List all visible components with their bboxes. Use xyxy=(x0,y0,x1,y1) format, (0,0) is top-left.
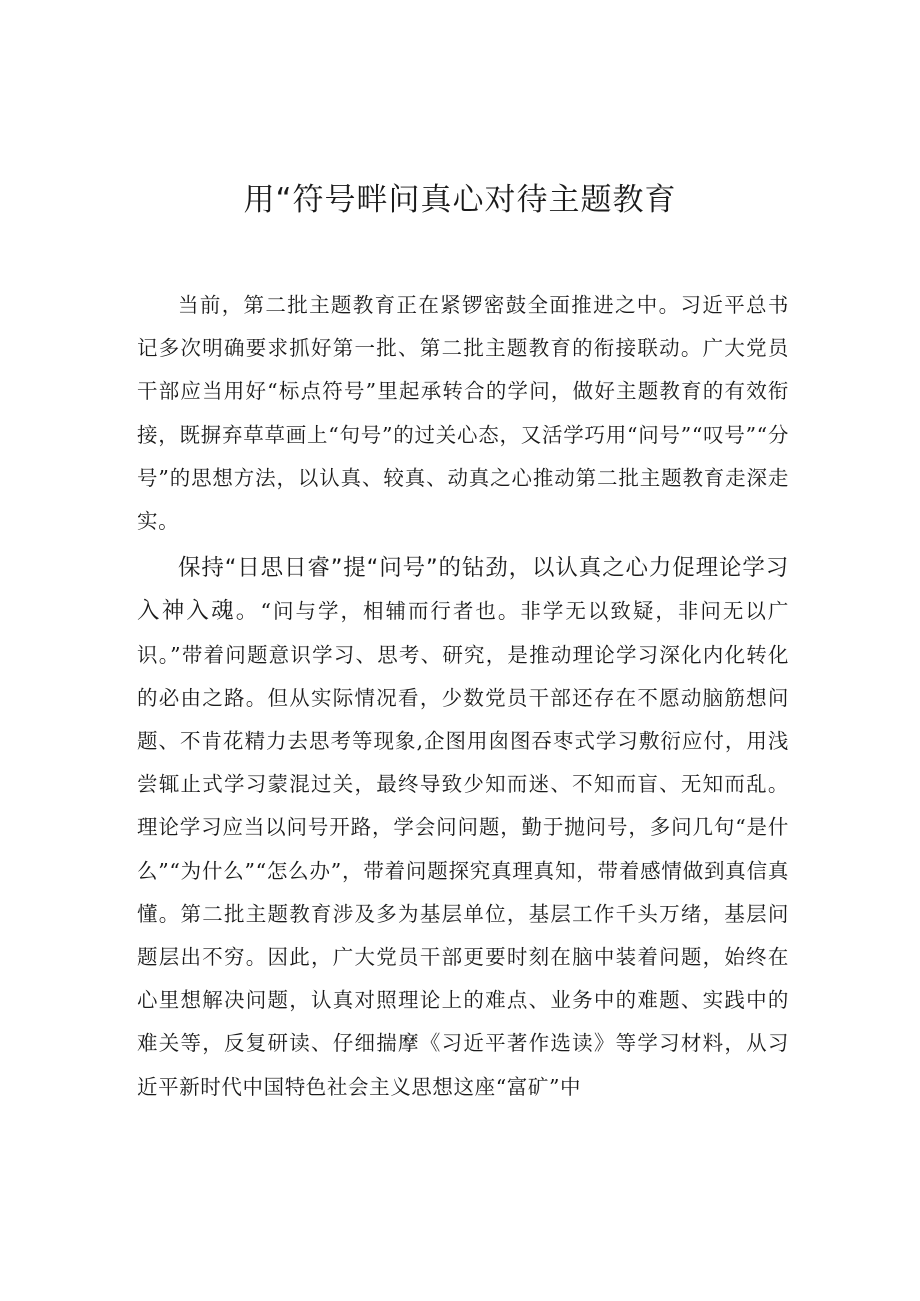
paragraph-question-mark xyxy=(137,547,789,1109)
paragraph-intro: 当前，第二批主题教育正在紧锣密鼓全面推进之中。习近平总书记多次明确要求抓好第一批、第二批主题教育的衔接联动。广大党员干部应当用好“标点符号”里起承转合的学问，做好主题教育的有效衔接，既摒弃草草画上“句号”的过关心态，又活学巧用“问号”“叹号”“分号”的思想方法，以认真、较真、动真之心推动第二批主题教育走深走实。 xyxy=(137,293,789,534)
document-body xyxy=(137,284,789,1109)
document-title: 用“符号畔问真心对待主题教育 xyxy=(243,182,677,218)
paragraph-body-text: “问与学，相辅而行者也。非学无以致疑，非问无以广识。”带着问题意识学习、思考、研究，是推动理论学习深化内化转化的必由之路。但从实际情况看，少数党员干部还存在不愿动脑筋想问题、不肯花精力去思考等现象,企图用囱图吞枣式学习敷衍应付，用浅尝辄止式学习蒙混过关，最终导致少知而迷、不知而盲、无知而乱。理论学习应当以问号开路，学会问问题，勤于抛问号，多问几句“是什么”“为什么”“怎么办”，带着问题探究真理真知，带着感情做到真信真懂。第二批主题教育涉及多为基层单位，基层工作千头万绪，基层问题层出不穷。因此，广大党员干部更要时刻在脑中装着问题，始终在心里想解决问题，认真对照理论上的难点、业务中的难题、实践中的难关等，反复研读、仔细揣摩《习近平著作选读》等学习材料，从习近平新时代中国特色社会主义思想这座“富矿”中 xyxy=(137,599,789,1099)
paragraph-lead-sentence: 保持“日思日睿”提“问号”的钻劲，以认真之心力促理论学习入神入魂。 xyxy=(137,555,789,625)
